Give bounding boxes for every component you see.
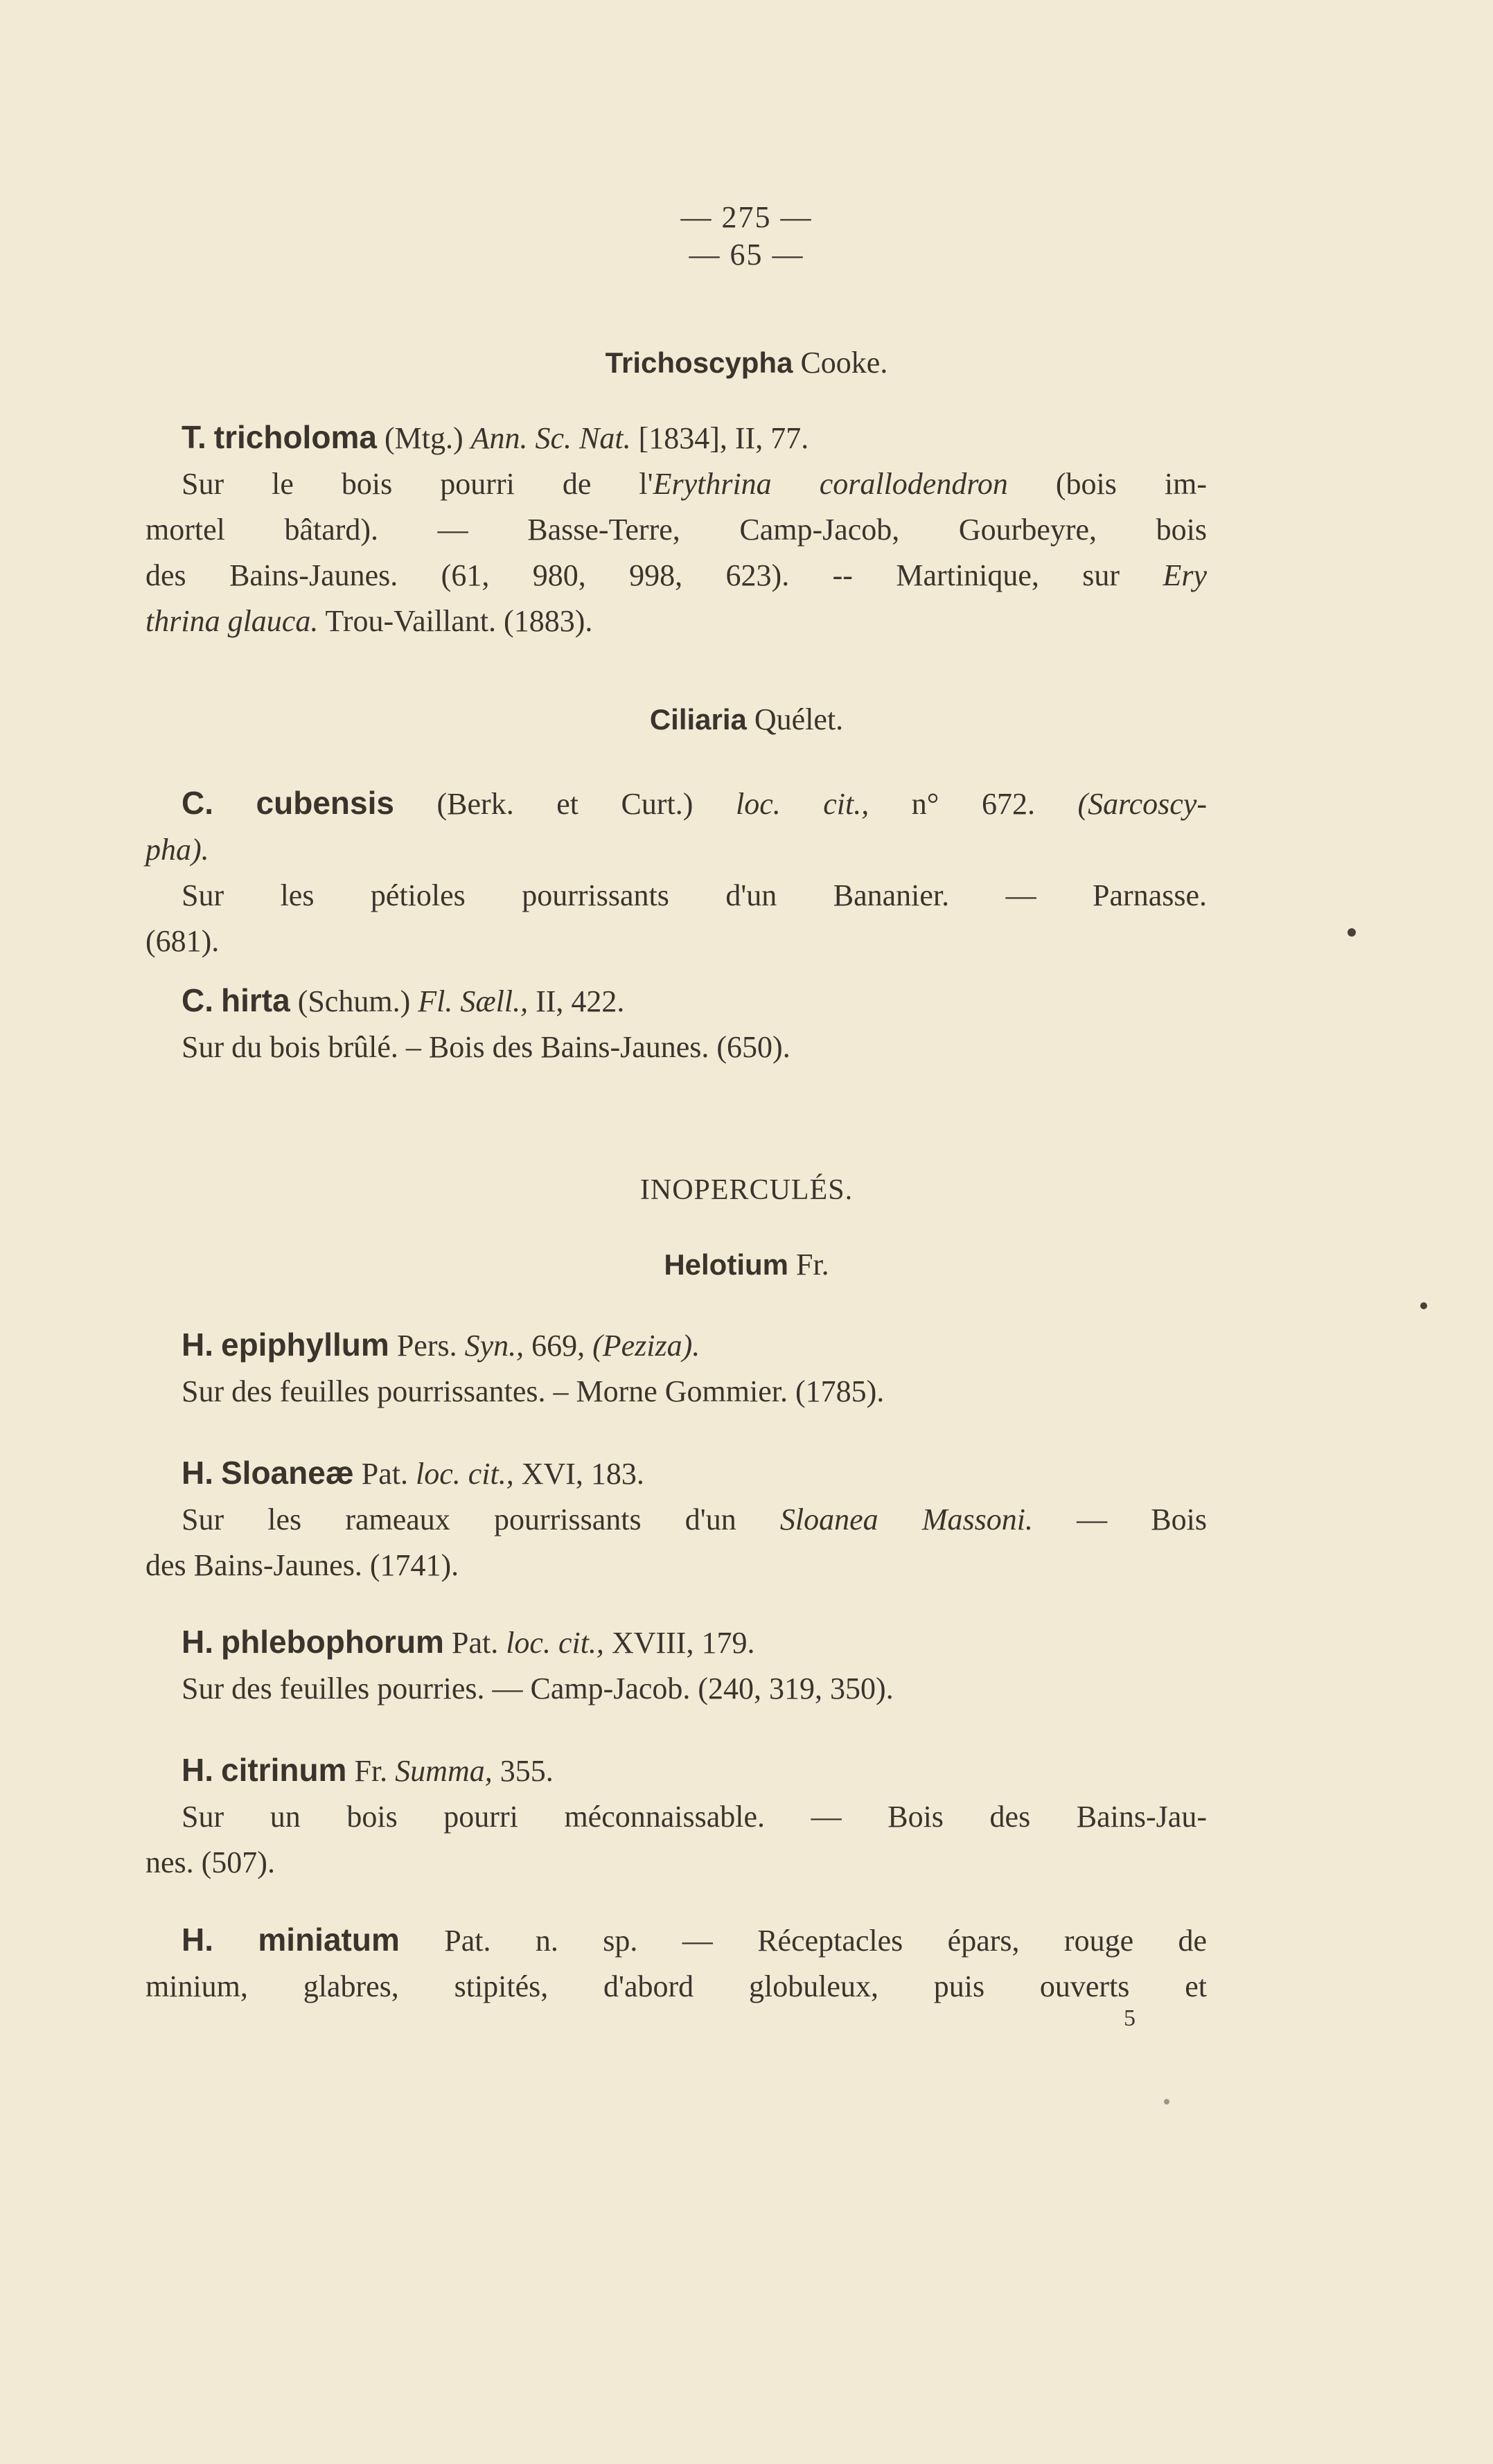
reference-title: Ann. Sc. Nat.: [470, 421, 631, 455]
species-abbr: T.: [182, 419, 206, 455]
signature-mark: 5: [1124, 2005, 1136, 2031]
entry-line: Sur un bois pourri méconnaissable. — Bois des Bains-Jau-: [182, 1800, 1207, 1834]
italic-run: (Peziza).: [592, 1329, 700, 1363]
genus-author: Fr.: [795, 1248, 829, 1282]
entry-line: [182, 1450, 1207, 1497]
species-abbr: H.: [182, 1327, 213, 1363]
species-author: Pers.: [396, 1329, 457, 1363]
genus-author: Cooke.: [800, 346, 888, 380]
species-name: cubensis: [256, 785, 394, 821]
italic-run: Erythrina corallodendron: [653, 467, 1008, 501]
section-heading: INOPERCULÉS.: [639, 1174, 854, 1206]
italic-run: (Sarcoscy-: [1077, 787, 1208, 821]
species-author: (Berk. et Curt.): [436, 787, 694, 821]
text-run: XVI, 183.: [521, 1457, 644, 1491]
species-abbr: H.: [182, 1922, 213, 1958]
entry-line: des Bains-Jaunes. (1741).: [145, 1548, 459, 1582]
species-abbr: H.: [182, 1624, 213, 1660]
genus-name: Ciliaria: [649, 703, 747, 736]
text-run: Sur le bois pourri de l': [182, 467, 653, 501]
entry-line: [182, 1619, 1207, 1666]
entry-line: Sur du bois brûlé. – Bois des Bains-Jaunes. (650).: [182, 1030, 790, 1064]
paper-speck: [1164, 2099, 1169, 2104]
genus-name: Trichoscypha: [605, 346, 793, 379]
entry-line: [182, 461, 1207, 507]
text-run: — Bois: [1077, 1503, 1207, 1536]
text-run: XVIII, 179.: [611, 1626, 755, 1660]
entry-line: [182, 977, 1207, 1025]
entry-miniatum: [145, 1917, 1208, 2010]
italic-run: Syn.,: [464, 1329, 524, 1363]
entry-line: mortel bâtard). — Basse-Terre, Camp-Jacob, Gourbeyre, bois: [145, 513, 1207, 547]
species-name: hirta: [221, 982, 290, 1018]
entry-line: (681).: [145, 924, 220, 958]
italic-run: thrina glauca.: [145, 604, 319, 638]
text-run: Trou-Vaillant. (1883).: [325, 604, 593, 638]
species-author: Pat.: [361, 1457, 408, 1491]
species-name: citrinum: [221, 1752, 347, 1788]
genus-heading-helotium: [0, 1247, 1493, 1282]
italic-run: Summa,: [395, 1754, 493, 1788]
italic-run: Fl. Sæll.,: [418, 984, 529, 1018]
text-run: 355.: [500, 1754, 554, 1788]
species-abbr: C.: [182, 982, 213, 1018]
entry-hirta: [182, 977, 1207, 1070]
entry-line: [182, 1322, 1207, 1369]
paper-speck: [1348, 928, 1356, 937]
entry-sloaneae: [145, 1450, 1207, 1588]
text-run: Pat. n. sp. — Réceptacles épars, rouge de: [444, 1924, 1208, 1958]
entry-line: [145, 553, 1207, 599]
species-name: miniatum: [258, 1922, 400, 1958]
entry-cubensis: [145, 780, 1208, 964]
species-name: Sloaneæ: [221, 1455, 354, 1491]
entry-citrinum: [145, 1747, 1207, 1886]
text-run: (bois im-: [1055, 467, 1207, 501]
genus-heading-ciliaria: [0, 702, 1493, 737]
text-run: n° 672.: [911, 787, 1035, 821]
page-number: — 275 —: [680, 200, 813, 234]
italic-run: Sloanea Massoni.: [779, 1503, 1033, 1536]
paper-speck: [1420, 1302, 1427, 1309]
species-author: Fr.: [354, 1754, 388, 1788]
italic-run: pha).: [145, 833, 209, 867]
entry-line: [145, 827, 1207, 873]
entry-line: nes. (507).: [145, 1845, 275, 1879]
text-run: 669,: [531, 1329, 585, 1363]
genus-author: Quélet.: [754, 702, 844, 736]
entry-line: minium, glabres, stipités, d'abord globuleux, puis ouverts et: [145, 1969, 1207, 2003]
entry-phlebophorum: [182, 1619, 1207, 1712]
entry-line: [145, 599, 1207, 644]
species-author: (Schum.): [297, 984, 411, 1018]
italic-run: loc. cit.,: [415, 1457, 514, 1491]
italic-run: Ery: [1163, 558, 1207, 592]
genus-heading-trichoscypha: [0, 345, 1493, 380]
species-abbr: H.: [182, 1455, 213, 1491]
entry-line: Sur des feuilles pourrissantes. – Morne Gommier. (1785).: [182, 1374, 885, 1408]
entry-line: [182, 1497, 1207, 1543]
species-name: tricholoma: [213, 419, 377, 455]
sub-page-number: — 65 —: [689, 238, 804, 272]
entry-line: Sur les pétioles pourrissants d'un Bananier. — Parnasse.: [182, 878, 1207, 912]
italic-run: loc. cit.,: [506, 1626, 604, 1660]
entry-line: [182, 1747, 1207, 1794]
species-abbr: C.: [182, 785, 213, 821]
text-run: des Bains-Jaunes. (61, 980, 998, 623). -- Martinique, sur: [145, 558, 1120, 592]
entry-line: [182, 780, 1207, 827]
italic-run: loc. cit.,: [735, 787, 869, 821]
entry-line: [182, 1917, 1207, 1964]
species-author: (Mtg.): [384, 421, 463, 455]
species-author: Pat.: [451, 1626, 499, 1660]
reference-detail: [1834], II, 77.: [638, 421, 809, 455]
species-abbr: H.: [182, 1752, 213, 1788]
genus-name: Helotium: [664, 1248, 788, 1281]
entry-line: Sur des feuilles pourries. — Camp-Jacob. (240, 319, 350).: [182, 1672, 894, 1705]
species-name: phlebophorum: [221, 1624, 444, 1660]
entry-tricholoma: [145, 414, 1207, 644]
entry-epiphyllum: [182, 1322, 1207, 1415]
text-run: II, 422.: [536, 984, 625, 1018]
species-name: epiphyllum: [221, 1327, 389, 1363]
text-run: Sur les rameaux pourrissants d'un: [182, 1503, 736, 1536]
